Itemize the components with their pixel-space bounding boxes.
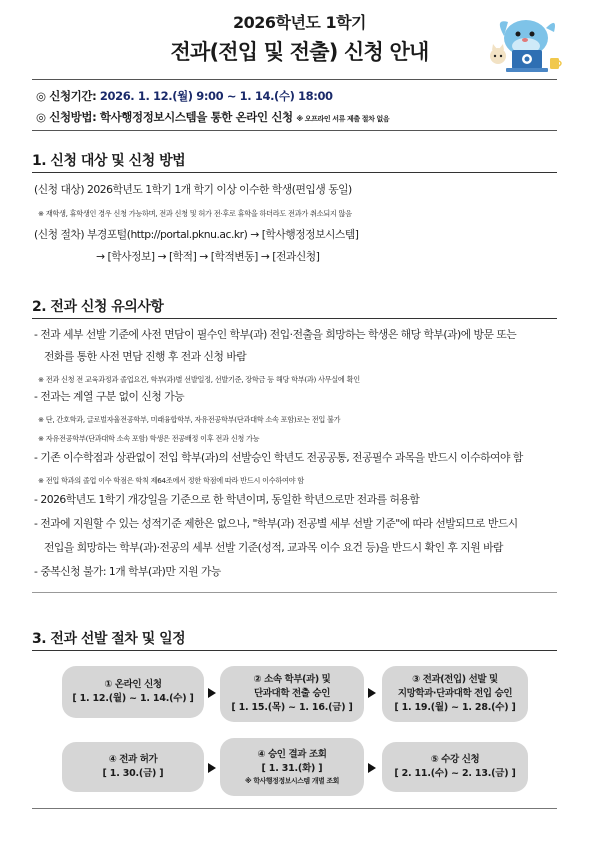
arrow-right-icon [208,763,216,773]
step-title-2: 단과대학 전출 승인 [253,688,331,700]
step-title: ⑤ 수강 신청 [430,754,480,766]
section1-rule [32,172,557,173]
method-label: ◎ 신청방법: 학사행정정보시스템을 통한 온라인 신청 [36,110,297,124]
period-label: ◎ 신청기간: [36,89,100,103]
step-selection-approval [382,666,528,722]
step-note: ※ 학사행정정보시스템 개별 조회 [245,776,339,785]
step-course-registration [382,742,528,792]
step-date: [ 1. 15.(목) ~ 1. 16.(금) ] [231,701,353,713]
step-date: [ 1. 12.(월) ~ 1. 14.(수) ] [72,693,194,704]
bottom-rule [32,808,557,809]
arrow-right-icon [208,688,216,698]
notice-3-note: ※ 전입 학과의 졸업 이수 학점은 학칙 제64조에서 정한 학점에 따라 반드시 이수하여야 함 [38,476,304,485]
section2-bottom-rule [32,592,557,593]
step-title: ② 소속 학부(과) 및 [253,674,331,686]
procedure-line-1: (신청 절차) 부경포털(http://portal.pknu.ac.kr) → [학사행정정보시스템] [34,228,359,241]
step-transfer-out-approval [220,666,364,722]
step-date: [ 1. 31.(화) ] [261,762,323,774]
notice-5: - 전과에 지원할 수 있는 성적기준 제한은 없으나, "학부(과) 전공별 세부 선발 기준"에 따라 선발되므로 반드시 [34,517,518,530]
section3-rule [32,650,557,651]
step-title: ① 온라인 신청 [104,679,162,691]
step-title-2: 지망학과·단과대학 전입 승인 [397,688,513,700]
section3-heading: 3. 전과 선발 절차 및 일정 [32,631,186,647]
step-title: ④ 승인 결과 조회 [257,749,327,761]
info-top-rule [32,79,557,80]
page-title-term: 2026학년도 1학기 [232,13,366,32]
step-online-application [62,666,204,718]
step-result-check [220,738,364,796]
step-date: [ 2. 11.(수) ~ 2. 13.(금) ] [394,768,516,779]
step-date: [ 1. 30.(금) ] [102,768,164,779]
arrow-right-icon [368,763,376,773]
method-note: ※ 오프라인 서류 제출 절차 없음 [296,115,390,123]
notice-2-note-b: ※ 자유전공학부(단과대학 소속 포함) 학생은 전공배정 이후 전과 신청 가능 [38,434,260,443]
info-bottom-rule [32,130,557,131]
notice-5-cont: 전입을 희망하는 학부(과)·전공의 세부 선발 기준(성적, 교과목 이수 요건 등)을 반드시 확인 후 지원 바람 [44,541,503,554]
notice-6: - 중복신청 불가: 1개 학부(과)만 지원 가능 [34,565,221,578]
notice-4: - 2026학년도 1학기 개강일을 기준으로 한 학년이며, 동일한 학년으로만 전과를 허용함 [34,493,420,506]
whale-mascot-icon [484,8,564,78]
arrow-right-icon [368,688,376,698]
step-title: ④ 전과 허가 [108,754,158,766]
application-method [36,109,389,125]
procedure-line-2: → [학사정보] → [학적] → [학적변동] → [전과신청] [96,250,320,263]
page-title: 전과(전입 및 전출) 신청 안내 [170,40,429,64]
notice-1: - 전과 세부 선발 기준에 사전 면담이 필수인 학부(과) 전입·전출을 희망하는 학생은 해당 학부(과)에 방문 또는 [34,328,517,341]
period-value: 2026. 1. 12.(월) 9:00 ~ 1. 14.(수) 18:00 [99,89,333,103]
step-date: [ 1. 19.(월) ~ 1. 28.(수) ] [394,701,516,713]
notice-1-note: ※ 전과 신청 전 교육과정과 졸업요건, 학부(과)별 선발일정, 선발기준, 장학금 등 해당 학부(과) 사무실에 확인 [38,375,360,384]
application-period [36,88,333,104]
notice-2: - 전과는 계열 구분 없이 신청 가능 [34,390,185,403]
target-note: ※ 재학생, 휴학생인 경우 신청 가능하며, 전과 신청 및 허가 전·후로 휴학을 하더라도 전과가 취소되지 않음 [38,209,352,218]
notice-1-cont: 전화를 통한 사전 면담 진행 후 전과 신청 바람 [44,350,247,363]
section1-heading: 1. 신청 대상 및 신청 방법 [32,153,186,169]
notice-2-note-a: ※ 단, 간호학과, 글로벌자율전공학부, 미래융합학부, 자유전공학부(단과대학 소속 포함)로는 전입 불가 [38,415,341,424]
notice-3: - 기존 이수학점과 상관없이 전입 학부(과)의 선발승인 학년도 전공공통, 전공필수 과목을 반드시 이수하여야 함 [34,451,523,464]
step-title: ③ 전과(전입) 선발 및 [412,674,498,686]
section2-rule [32,318,557,319]
target-text: (신청 대상) 2026학년도 1학기 1개 학기 이상 이수한 학생(편입생 동일) [34,183,352,196]
step-transfer-permit [62,742,204,792]
section2-heading: 2. 전과 신청 유의사항 [32,299,164,315]
